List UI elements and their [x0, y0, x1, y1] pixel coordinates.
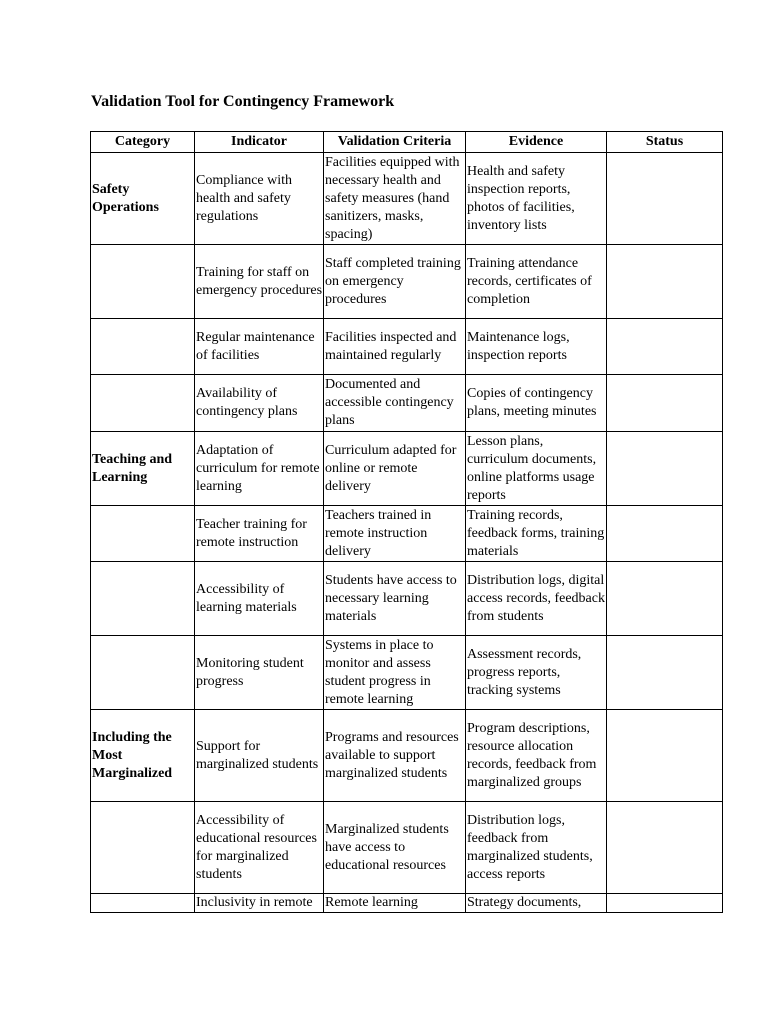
table-header-row — [91, 132, 723, 153]
indicator-cell: Monitoring student progress — [195, 636, 324, 710]
table-row — [91, 375, 723, 432]
category-cell: Safety Operations — [91, 153, 195, 245]
indicator-cell: Accessibility of educational resources for marginalized students — [195, 802, 324, 894]
criteria-cell: Documented and accessible contingency plans — [324, 375, 466, 432]
category-cell — [91, 245, 195, 319]
evidence-cell: Strategy documents, — [466, 894, 607, 913]
indicator-cell: Compliance with health and safety regulations — [195, 153, 324, 245]
status-cell — [607, 562, 723, 636]
category-cell — [91, 375, 195, 432]
header-status: Status — [607, 132, 723, 153]
category-cell — [91, 562, 195, 636]
table-row — [91, 562, 723, 636]
evidence-cell: Health and safety inspection reports, photos of facilities, inventory lists — [466, 153, 607, 245]
evidence-cell: Distribution logs, feedback from marginalized students, access reports — [466, 802, 607, 894]
table-row — [91, 153, 723, 245]
criteria-cell: Facilities equipped with necessary health and safety measures (hand sanitizers, masks, spacing) — [324, 153, 466, 245]
indicator-cell: Teacher training for remote instruction — [195, 506, 324, 562]
category-cell — [91, 506, 195, 562]
indicator-cell: Accessibility of learning materials — [195, 562, 324, 636]
table-row — [91, 319, 723, 375]
criteria-cell: Facilities inspected and maintained regularly — [324, 319, 466, 375]
table-row — [91, 802, 723, 894]
validation-table — [90, 131, 723, 913]
status-cell — [607, 153, 723, 245]
table-row — [91, 432, 723, 506]
status-cell — [607, 710, 723, 802]
category-cell — [91, 802, 195, 894]
indicator-cell: Regular maintenance of facilities — [195, 319, 324, 375]
status-cell — [607, 432, 723, 506]
indicator-cell: Adaptation of curriculum for remote learning — [195, 432, 324, 506]
category-cell — [91, 636, 195, 710]
table-row — [91, 506, 723, 562]
document-title: Validation Tool for Contingency Framework — [91, 93, 395, 110]
indicator-cell: Availability of contingency plans — [195, 375, 324, 432]
criteria-cell: Students have access to necessary learning materials — [324, 562, 466, 636]
evidence-cell: Distribution logs, digital access records, feedback from students — [466, 562, 607, 636]
criteria-cell: Marginalized students have access to educational resources — [324, 802, 466, 894]
header-validation-criteria: Validation Criteria — [324, 132, 466, 153]
evidence-cell: Assessment records, progress reports, tracking systems — [466, 636, 607, 710]
table-row — [91, 710, 723, 802]
indicator-cell: Training for staff on emergency procedures — [195, 245, 324, 319]
table-row — [91, 894, 723, 913]
criteria-cell: Staff completed training on emergency procedures — [324, 245, 466, 319]
criteria-cell: Teachers trained in remote instruction delivery — [324, 506, 466, 562]
criteria-cell: Programs and resources available to support marginalized students — [324, 710, 466, 802]
evidence-cell: Program descriptions, resource allocation records, feedback from marginalized groups — [466, 710, 607, 802]
evidence-cell: Copies of contingency plans, meeting minutes — [466, 375, 607, 432]
criteria-cell: Curriculum adapted for online or remote delivery — [324, 432, 466, 506]
status-cell — [607, 636, 723, 710]
category-cell — [91, 894, 195, 913]
indicator-cell: Support for marginalized students — [195, 710, 324, 802]
status-cell — [607, 319, 723, 375]
evidence-cell: Training attendance records, certificates of completion — [466, 245, 607, 319]
evidence-cell: Training records, feedback forms, training materials — [466, 506, 607, 562]
status-cell — [607, 506, 723, 562]
header-category: Category — [91, 132, 195, 153]
status-cell — [607, 802, 723, 894]
category-cell: Including the Most Marginalized — [91, 710, 195, 802]
category-cell — [91, 319, 195, 375]
criteria-cell: Remote learning — [324, 894, 466, 913]
criteria-cell: Systems in place to monitor and assess student progress in remote learning — [324, 636, 466, 710]
table-row — [91, 636, 723, 710]
evidence-cell: Maintenance logs, inspection reports — [466, 319, 607, 375]
header-evidence: Evidence — [466, 132, 607, 153]
status-cell — [607, 894, 723, 913]
category-cell: Teaching and Learning — [91, 432, 195, 506]
indicator-cell: Inclusivity in remote — [195, 894, 324, 913]
status-cell — [607, 375, 723, 432]
table-row — [91, 245, 723, 319]
header-indicator: Indicator — [195, 132, 324, 153]
evidence-cell: Lesson plans, curriculum documents, online platforms usage reports — [466, 432, 607, 506]
status-cell — [607, 245, 723, 319]
